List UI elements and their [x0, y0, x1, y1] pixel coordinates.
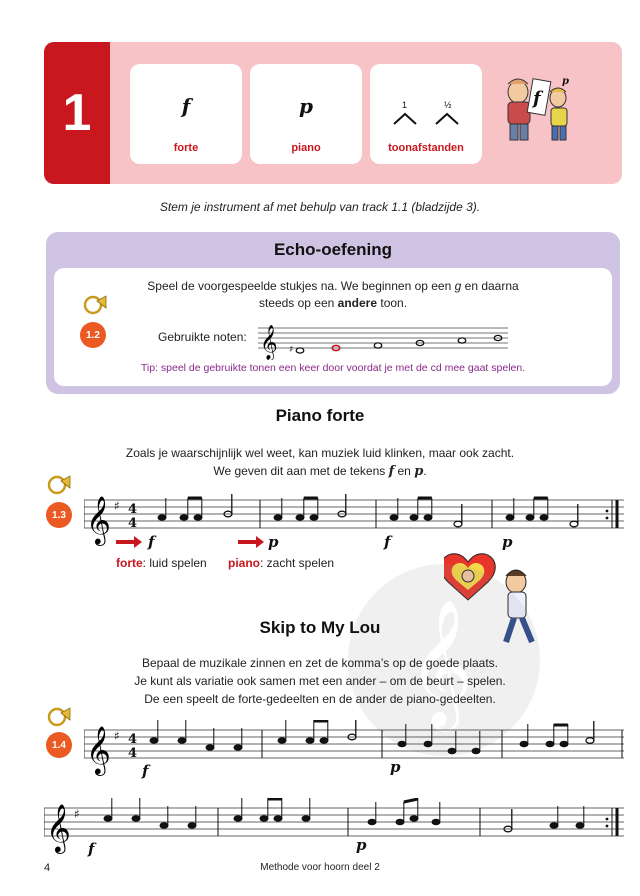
arrow-piano-icon — [238, 536, 264, 548]
track-badge-1-3: 1.3 — [46, 502, 72, 528]
arrow-forte-icon — [116, 536, 142, 548]
page-number: 4 — [44, 862, 51, 874]
skip-line1: Bepaal de muzikale zinnen en zet de komma’s op de goede plaats. — [141, 656, 498, 670]
note-fsharp — [296, 348, 304, 353]
treble-clef-icon: 𝄞 — [46, 803, 71, 852]
time-signature-top: 4 — [128, 502, 138, 517]
horn-icon — [80, 294, 108, 316]
echo-content — [54, 268, 612, 386]
svg-text:p: p — [562, 76, 569, 87]
svg-text:♯: ♯ — [74, 807, 80, 821]
dynamic-mark: p — [502, 533, 513, 551]
echo-instructions — [54, 278, 612, 312]
card-piano — [250, 64, 362, 164]
echo-note-g: g — [454, 279, 462, 293]
legend-piano-term: piano — [228, 556, 260, 570]
card-label-toonafstanden: toonafstanden — [388, 142, 464, 154]
track-badge-1-2: 1.2 — [80, 322, 106, 348]
treble-clef-icon: 𝄞 — [86, 495, 111, 544]
time-signature-top: 4 — [128, 732, 138, 747]
piano-forte-intro — [0, 444, 640, 481]
dynamic-mark: f — [88, 840, 95, 858]
legend-piano-text: : zacht spelen — [260, 556, 335, 570]
dynamic-mark: f — [148, 533, 155, 551]
time-signature-bottom: 4 — [128, 746, 138, 761]
piano-forte-title: Piano forte — [275, 406, 365, 425]
interval-chevrons-icon — [370, 86, 482, 146]
inline-piano-mark: p — [414, 464, 424, 479]
echo-line1-end: en daarna — [461, 279, 519, 293]
skip-instructions — [0, 654, 640, 708]
svg-text:f: f — [533, 88, 541, 109]
treble-clef-icon: 𝄞 — [260, 325, 278, 360]
tuning-instruction: Stem je instrument af met behulp van track 1.1 (bladzijde 3). — [159, 200, 481, 214]
svg-text:♯: ♯ — [114, 729, 120, 743]
piano-forte-line2-mid: en — [394, 464, 415, 478]
whole-step-label: 1 — [402, 100, 408, 110]
dynamic-mark: p — [268, 533, 279, 551]
piano-forte-line2-start: We geven dit aan met de tekens — [213, 464, 389, 478]
track-badge-1-4: 1.4 — [46, 732, 72, 758]
dynamic-mark: f — [142, 762, 149, 780]
staff-skip-row1 — [84, 720, 624, 784]
skip-line3: De een speelt de forte-gedeelten en de ander de piano-gedeelten. — [144, 692, 496, 706]
card-label-forte: forte — [173, 142, 199, 154]
card-label-piano: piano — [291, 142, 321, 154]
piano-forte-line2-end: . — [423, 464, 427, 478]
note-c — [458, 338, 466, 343]
dynamic-mark: f — [384, 533, 391, 551]
echo-line2-start: steeds op een — [258, 296, 338, 310]
legend-forte-text: : luid spelen — [142, 556, 207, 570]
piano-forte-line1: Zoals je waarschijnlijk wel weet, kan muziek luid klinken, maar ook zacht. — [125, 446, 515, 460]
echo-tip: Tip: speel de gebruikte tonen een keer door voordat je met de cd mee gaat spelen. — [140, 362, 526, 374]
half-step-label: ½ — [444, 100, 452, 110]
piano-symbol: p — [299, 94, 313, 118]
echo-line1-start: Speel de voorgespeelde stukjes na. We beginnen op een — [147, 279, 455, 293]
echo-exercise-box — [46, 232, 620, 394]
echo-line2-end: toon. — [377, 296, 408, 310]
legend-forte-term: forte — [116, 556, 143, 570]
svg-text:♯: ♯ — [114, 499, 120, 513]
horn-icon — [44, 474, 72, 496]
inline-forte-mark: f — [388, 464, 395, 479]
time-signature-bottom: 4 — [128, 516, 138, 531]
book-title: Methode voor hoorn deel 2 — [260, 862, 380, 873]
used-notes-staff — [258, 320, 508, 360]
dynamic-mark: p — [356, 836, 367, 854]
chapter-banner — [44, 42, 622, 184]
horn-icon — [44, 706, 72, 728]
legend-forte — [116, 556, 207, 570]
dynamic-mark: p — [390, 758, 401, 776]
note-a — [374, 343, 382, 348]
svg-text:𝄞: 𝄞 — [408, 598, 474, 726]
skip-title: Skip to My Lou — [259, 618, 381, 637]
cartoon-musicians-icon — [496, 72, 572, 142]
skip-line2: Je kunt als variatie ook samen met een ander – om de beurt – spelen. — [134, 674, 506, 688]
svg-text:♯: ♯ — [289, 345, 294, 355]
card-toonafstanden — [370, 64, 482, 164]
interval-symbols — [370, 86, 482, 126]
staff-skip-row2 — [44, 798, 624, 862]
forte-symbol: f — [181, 94, 191, 118]
echo-title: Echo-oefening — [273, 240, 393, 259]
echo-emphasis: andere — [337, 296, 378, 310]
legend-piano — [228, 556, 334, 570]
card-forte — [130, 64, 242, 164]
treble-clef-icon: 𝄞 — [86, 725, 111, 774]
used-notes-label: Gebruikte noten: — [158, 330, 247, 344]
chapter-number: 1 — [44, 42, 110, 184]
